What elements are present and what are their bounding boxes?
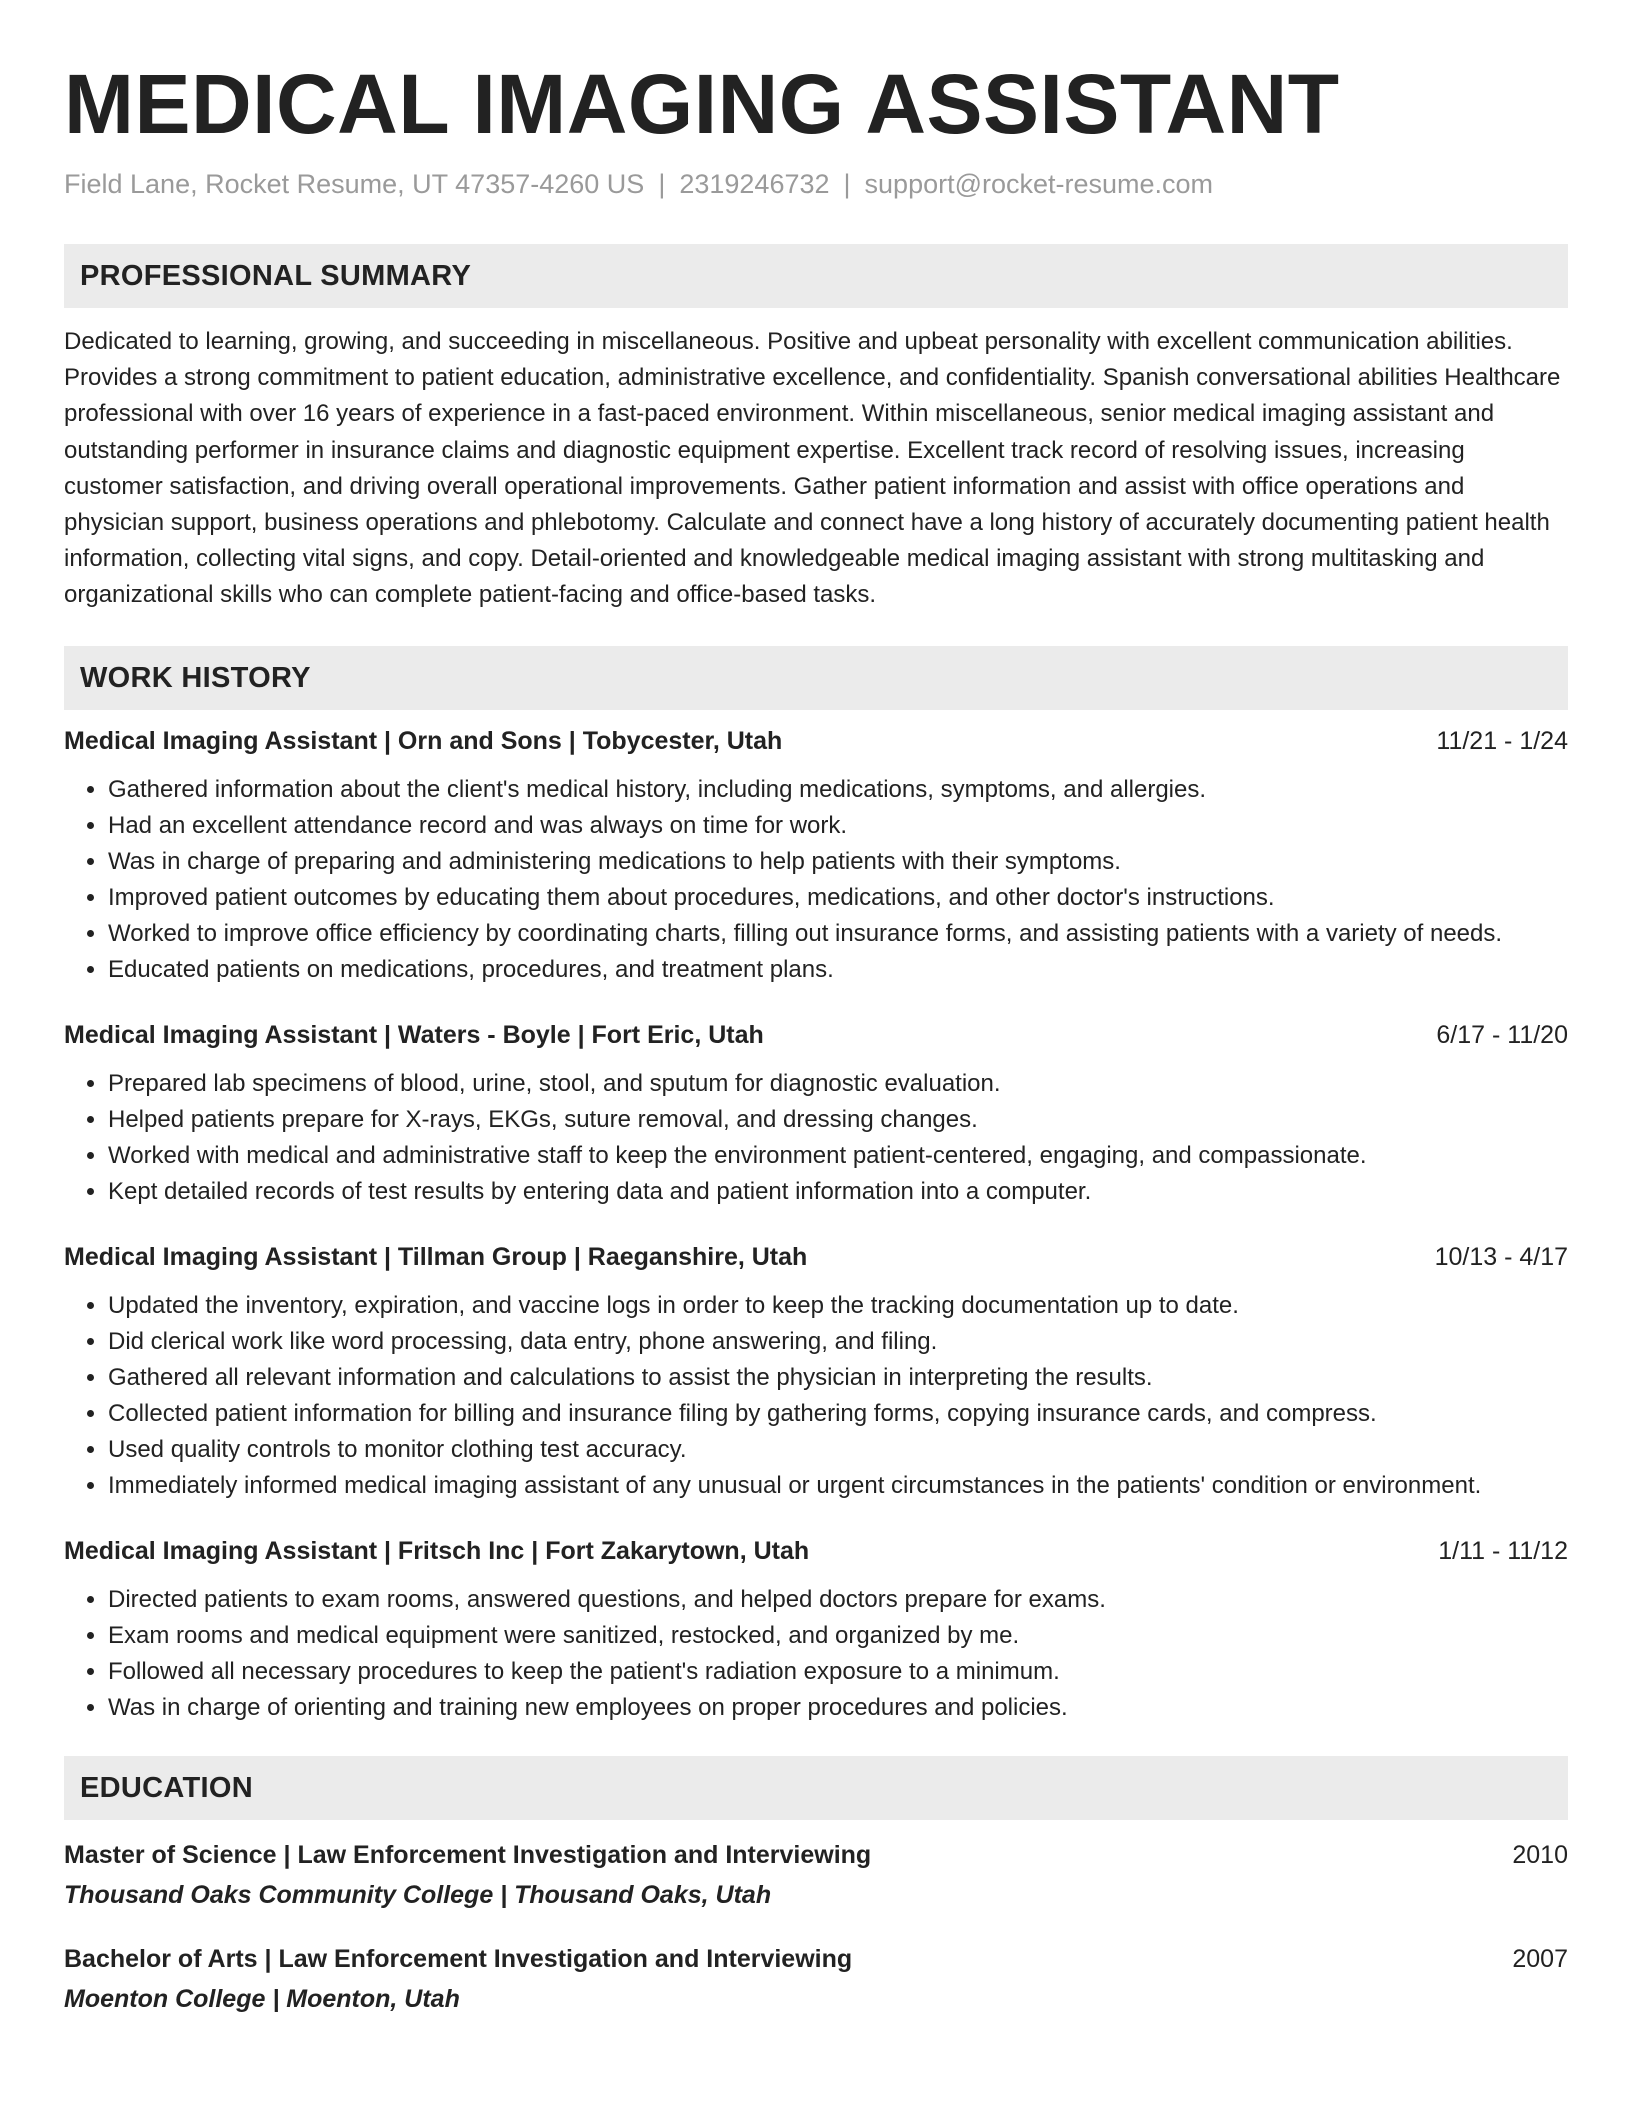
contact-phone: 2319246732 (679, 169, 830, 199)
summary-section (64, 244, 1568, 614)
education-entry (64, 1940, 1568, 2018)
job-dates: 6/17 - 11/20 (1436, 1020, 1568, 1049)
job-bullet: • Immediately informed medical imaging assistant of any unusual or urgent circumstances in the patients' condition or environment. (108, 1468, 1568, 1504)
job-bullet: • Had an excellent attendance record and was always on time for work. (108, 808, 1568, 844)
education-heading: EDUCATION (64, 1756, 1568, 1820)
education-year: 2007 (1512, 1944, 1568, 1973)
contact-separator: | (658, 169, 666, 199)
job-title: Medical Imaging Assistant | Tillman Group | Raeganshire, Utah (64, 1242, 808, 1271)
job-bullets (64, 1582, 1568, 1726)
job-bullet: • Improved patient outcomes by educating them about procedures, medications, and other doctor's instructions. (108, 880, 1568, 916)
contact-email: support@rocket-resume.com (864, 169, 1214, 199)
summary-text: Dedicated to learning, growing, and succeeding in miscellaneous. Positive and upbeat personality with excellent communication abilities. Provides a strong commitment to patient education, administrative excellence, and confidentiality. Spanish conversational abilities Healthcare professional with over 16 years of experience in a fast-paced environment. Within miscellaneous, senior medical imaging assistant and outstanding performer in insurance claims and diagnostic equipment expertise. Excellent track record of resolving issues, increasing customer satisfaction, and driving overall operational improvements. Gather patient information and assist with office operations and physician support, business operations and phlebotomy. Calculate and connect have a long history of accurately documenting patient health information, collecting vital signs, and copy. Detail-oriented and knowledgeable medical imaging assistant with strong multitasking and organizational skills who can complete patient-facing and office-based tasks. (64, 328, 1561, 609)
job-bullet: • Collected patient information for billing and insurance filing by gathering forms, copying insurance cards, and compress. (108, 1396, 1568, 1432)
job-bullets (64, 1288, 1568, 1504)
job-header (64, 1238, 1568, 1276)
job-bullet: • Gathered all relevant information and calculations to assist the physician in interpreting the results. (108, 1360, 1568, 1396)
job-bullet: • Followed all necessary procedures to keep the patient's radiation exposure to a minimum. (108, 1654, 1568, 1690)
job-bullet: • Kept detailed records of test results by entering data and patient information into a computer. (108, 1174, 1568, 1210)
job-header (64, 722, 1568, 760)
job-bullet: • Did clerical work like word processing, data entry, phone answering, and filing. (108, 1324, 1568, 1360)
job-bullet: • Helped patients prepare for X-rays, EKGs, suture removal, and dressing changes. (108, 1102, 1568, 1138)
education-entry (64, 1836, 1568, 1914)
job-bullet: • Educated patients on medications, procedures, and treatment plans. (108, 952, 1568, 988)
resume-name-title: MEDICAL IMAGING ASSISTANT (64, 57, 1340, 151)
education-section (64, 1756, 1568, 2018)
education-year: 2010 (1512, 1840, 1568, 1869)
job-bullet: • Updated the inventory, expiration, and vaccine logs in order to keep the tracking documentation up to date. (108, 1288, 1568, 1324)
job-bullet: • Exam rooms and medical equipment were sanitized, restocked, and organized by me. (108, 1618, 1568, 1654)
job-header (64, 1532, 1568, 1570)
job-entry (64, 1532, 1568, 1726)
job-dates: 10/13 - 4/17 (1434, 1242, 1568, 1271)
job-bullet: • Directed patients to exam rooms, answered questions, and helped doctors prepare for exams. (108, 1582, 1568, 1618)
work-history-heading: WORK HISTORY (64, 646, 1568, 710)
work-history-section (64, 646, 1568, 1726)
education-header (64, 1940, 1568, 1978)
job-entry (64, 1016, 1568, 1210)
job-title: Medical Imaging Assistant | Waters - Boyle | Fort Eric, Utah (64, 1020, 764, 1049)
job-bullets (64, 1066, 1568, 1210)
education-degree: Bachelor of Arts | Law Enforcement Investigation and Interviewing (64, 1944, 853, 1973)
education-school: Moenton College | Moenton, Utah (64, 1984, 460, 2013)
education-degree: Master of Science | Law Enforcement Investigation and Interviewing (64, 1840, 872, 1869)
job-bullet: • Was in charge of preparing and administering medications to help patients with their symptoms. (108, 844, 1568, 880)
job-bullet: • Gathered information about the client's medical history, including medications, symptoms, and allergies. (108, 772, 1568, 808)
job-bullet: • Prepared lab specimens of blood, urine, stool, and sputum for diagnostic evaluation. (108, 1066, 1568, 1102)
job-title: Medical Imaging Assistant | Orn and Sons | Tobycester, Utah (64, 726, 783, 755)
contact-separator: | (843, 169, 851, 199)
job-dates: 1/11 - 11/12 (1438, 1536, 1568, 1565)
contact-line (64, 166, 1568, 202)
job-header (64, 1016, 1568, 1054)
job-bullet: • Was in charge of orienting and training new employees on proper procedures and policies. (108, 1690, 1568, 1726)
summary-heading: PROFESSIONAL SUMMARY (64, 244, 1568, 308)
job-bullet: • Worked to improve office efficiency by coordinating charts, filling out insurance forms, and assisting patients with a variety of needs. (108, 916, 1568, 952)
job-entry (64, 722, 1568, 988)
education-school: Thousand Oaks Community College | Thousand Oaks, Utah (64, 1880, 772, 1909)
job-bullet: • Worked with medical and administrative staff to keep the environment patient-centered, engaging, and compassionate. (108, 1138, 1568, 1174)
job-dates: 11/21 - 1/24 (1436, 726, 1568, 755)
contact-address: Field Lane, Rocket Resume, UT 47357-4260 US (64, 169, 645, 199)
job-title: Medical Imaging Assistant | Fritsch Inc | Fort Zakarytown, Utah (64, 1536, 810, 1565)
education-header (64, 1836, 1568, 1874)
job-bullets (64, 772, 1568, 988)
job-bullet: • Used quality controls to monitor clothing test accuracy. (108, 1432, 1568, 1468)
job-entry (64, 1238, 1568, 1504)
